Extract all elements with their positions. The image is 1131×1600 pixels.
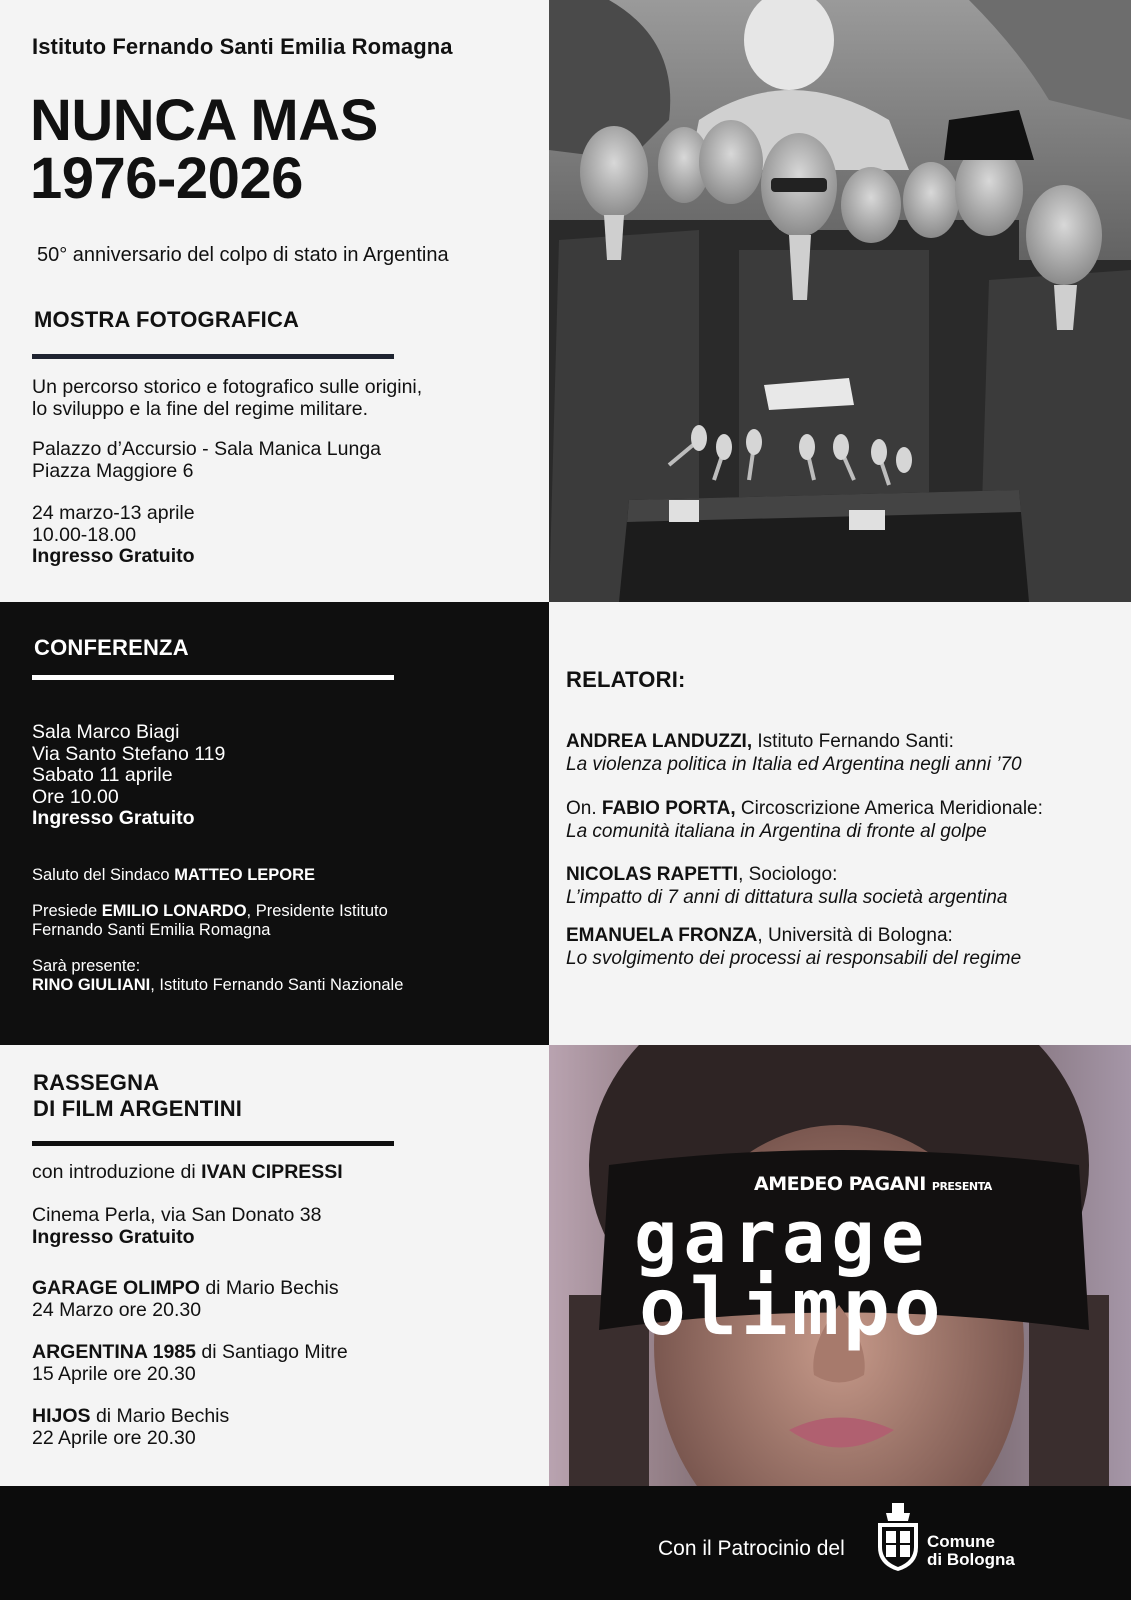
- saluto-name: MATTEO LEPORE: [174, 866, 316, 884]
- speaker-topic: La comunità italiana in Argentina di fronte al golpe: [566, 821, 987, 842]
- presente-block: [32, 957, 403, 994]
- rassegna-section: [0, 1045, 549, 1486]
- relatori-heading: RELATORI:: [566, 667, 686, 692]
- film-director: di Santiago Mitre: [196, 1341, 348, 1363]
- mostra-dates: 24 marzo-13 aprile: [32, 502, 195, 524]
- speaker-topic: L’impatto di 7 anni di dittatura sulla società argentina: [566, 887, 1008, 908]
- conferenza-time: Ore 10.00: [32, 785, 119, 808]
- garage-olimpo-poster: [549, 1045, 1131, 1486]
- presiede-line2: Fernando Santi Emilia Romagna: [32, 920, 271, 939]
- speaker-item: [566, 730, 1022, 776]
- speaker-role: , Università di Bologna:: [757, 925, 953, 946]
- mostra-schedule: [32, 503, 195, 568]
- speaker-item: [566, 924, 1021, 970]
- subtitle: 50° anniversario del colpo di stato in Argentina: [37, 244, 449, 266]
- mostra-hours: 10.00-18.00: [32, 523, 137, 546]
- conferenza-heading: CONFERENZA: [34, 635, 189, 660]
- poster-title-line-1: garage: [634, 1195, 931, 1279]
- intro-prefix: con introduzione di: [32, 1161, 202, 1183]
- mostra-venue-line: Piazza Maggiore 6: [32, 459, 194, 482]
- rassegna-venue-line: Cinema Perla, via San Donato 38: [32, 1204, 322, 1226]
- rassegna-venue: [32, 1205, 321, 1248]
- saluto-prefix: Saluto del Sindaco: [32, 866, 175, 884]
- presiede-block: [32, 902, 388, 939]
- speaker-role: Istituto Fernando Santi:: [752, 731, 954, 752]
- mostra-venue: [32, 439, 381, 482]
- junta-photo: [549, 0, 1131, 602]
- presente-label: Sarà presente:: [32, 957, 141, 975]
- film-date: 22 Aprile ore 20.30: [32, 1426, 196, 1449]
- film-date: 24 Marzo ore 20.30: [32, 1298, 202, 1321]
- speaker-topic: La violenza politica in Italia ed Argentina negli anni ’70: [566, 754, 1022, 775]
- presiede-name: EMILIO LONARDO: [101, 902, 247, 920]
- bologna-crest-icon: [874, 1501, 922, 1573]
- film-date: 15 Aprile ore 20.30: [32, 1362, 196, 1385]
- comune-line-2: di Bologna: [927, 1550, 1015, 1569]
- speaker-role: , Sociologo:: [738, 864, 838, 885]
- comune-line-1: Comune: [927, 1532, 995, 1551]
- poster-presenter: [754, 1173, 992, 1195]
- conferenza-details: [32, 722, 225, 830]
- presiede-prefix: Presiede: [32, 902, 102, 920]
- speaker-item: [566, 797, 1043, 843]
- institute-name: Istituto Fernando Santi Emilia Romagna: [32, 34, 453, 59]
- conferenza-divider: [32, 675, 394, 680]
- presiede-suffix: , Presidente Istituto: [246, 902, 388, 920]
- rassegna-heading-line: RASSEGNA: [33, 1070, 160, 1095]
- film-title: ARGENTINA 1985: [32, 1341, 196, 1363]
- rassegna-entry: Ingresso Gratuito: [32, 1225, 195, 1248]
- speaker-name: FABIO PORTA,: [601, 798, 736, 819]
- patrocinio-text: Con il Patrocinio del: [658, 1537, 845, 1560]
- saluto-line: [32, 866, 315, 885]
- mostra-description: [32, 377, 422, 420]
- poster-title-line-2: olimpo: [639, 1263, 945, 1353]
- footer: [0, 1486, 1131, 1600]
- speaker-item: [566, 863, 1008, 909]
- film-director: di Mario Bechis: [90, 1405, 230, 1427]
- mostra-divider: [32, 354, 394, 359]
- film-item: [32, 1342, 348, 1385]
- film-item: [32, 1278, 339, 1321]
- film-item: [32, 1406, 229, 1449]
- conferenza-venue: Sala Marco Biagi: [32, 721, 180, 743]
- rassegna-intro: [32, 1162, 343, 1184]
- poster-presenta-label: PRESENTA: [931, 1180, 992, 1193]
- title-line-2: 1976-2026: [30, 146, 303, 211]
- intro-name: IVAN CIPRESSI: [201, 1161, 343, 1183]
- mostra-desc-line: lo sviluppo e la fine del regime militare.: [32, 397, 368, 420]
- film-title: GARAGE OLIMPO: [32, 1277, 200, 1299]
- mostra-entry: Ingresso Gratuito: [32, 545, 195, 567]
- relatori-section: [549, 602, 1131, 1045]
- poster-presenter-name: AMEDEO PAGANI: [754, 1173, 926, 1195]
- conferenza-date: Sabato 11 aprile: [32, 764, 173, 786]
- speaker-name: EMANUELA FRONZA: [566, 925, 758, 946]
- speaker-prefix: On.: [566, 798, 602, 819]
- film-title: HIJOS: [32, 1405, 91, 1427]
- rassegna-heading-line: DI FILM ARGENTINI: [33, 1096, 243, 1121]
- conferenza-entry: Ingresso Gratuito: [32, 807, 195, 829]
- speaker-topic: Lo svolgimento dei processi ai responsabili del regime: [566, 948, 1022, 969]
- mostra-section: [0, 0, 549, 602]
- presente-name: RINO GIULIANI: [32, 975, 151, 994]
- mostra-heading: MOSTRA FOTOGRAFICA: [34, 307, 300, 332]
- speaker-role: Circoscrizione America Meridionale:: [735, 798, 1043, 819]
- page-title: [30, 88, 378, 211]
- conferenza-section: [0, 602, 549, 1045]
- title-line-1: NUNCA MAS: [30, 88, 378, 153]
- film-director: di Mario Bechis: [199, 1277, 339, 1299]
- speaker-name: NICOLAS RAPETTI: [566, 864, 739, 885]
- junta-photo-illustration: [549, 0, 1131, 602]
- rassegna-divider: [32, 1141, 394, 1146]
- mostra-venue-line: Palazzo d’Accursio - Sala Manica Lunga: [32, 438, 382, 460]
- speaker-name: ANDREA LANDUZZI,: [566, 731, 753, 752]
- rassegna-heading: [33, 1070, 242, 1122]
- conferenza-address: Via Santo Stefano 119: [32, 742, 226, 765]
- comune-label: [927, 1533, 1015, 1569]
- presente-suffix: , Istituto Fernando Santi Nazionale: [150, 975, 404, 994]
- mostra-desc-line: Un percorso storico e fotografico sulle origini,: [32, 376, 423, 398]
